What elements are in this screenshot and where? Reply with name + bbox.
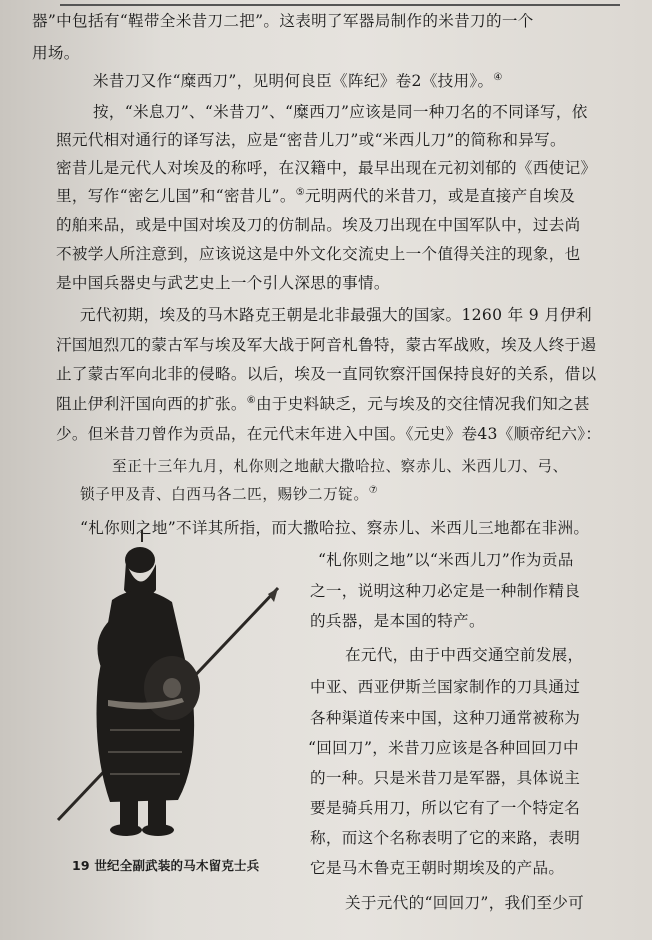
- body-line: 米昔刀又作“糜西刀”，见明何良臣《阵纪》卷2《技用》。④: [93, 71, 503, 90]
- body-line: 阻止伊利汗国向西的扩张。⑥由于史料缺乏，元与埃及的交往情况我们知之甚: [56, 394, 590, 413]
- body-line: 密昔儿是元代人对埃及的称呼，在汉籍中，最早出现在元初刘郁的《西使记》: [56, 159, 597, 177]
- body-line: 里，写作“密乞儿国”和“密昔儿”。⑤元明两代的米昔刀，或是直接产自埃及: [56, 186, 576, 205]
- body-line: 不被学人所注意到，应该说这是中外文化交流史上一个值得关注的现象，也: [56, 245, 581, 263]
- body-line: 各种渠道传来中国，这种刀通常被称为: [310, 709, 581, 727]
- body-line: 中亚、西亚伊斯兰国家制作的刀具通过: [310, 678, 581, 696]
- body-line: 器”中包括有“鞓带全米昔刀二把”。这表明了军器局制作的米昔刀的一个: [32, 12, 534, 30]
- block-quote-line: 锁子甲及青、白西马各二匹，赐钞二万锭。⑦: [80, 485, 379, 503]
- body-line: 称，而这个名称表明了它的来路，表明: [310, 829, 581, 847]
- body-line: 的兵器，是本国的特产。: [310, 612, 485, 630]
- footnote-marker: ⑦: [368, 485, 379, 497]
- body-line: 元代初期，埃及的马木路克王朝是北非最强大的国家。1260 年 9 月伊利: [80, 306, 592, 324]
- body-line: 少。但米昔刀曾作为贡品，在元代末年进入中国。《元史》卷43《顺帝纪六》：: [56, 425, 602, 443]
- footnote-marker: ⑥: [246, 394, 256, 406]
- body-line: 用场。: [32, 44, 80, 62]
- soldier-illustration: [50, 530, 290, 850]
- body-line: 之一，说明这种刀必定是一种制作精良: [310, 582, 581, 600]
- body-line: “札你则之地”不详其所指，而大撒哈拉、察赤儿、米西儿三地都在非洲。: [80, 519, 590, 537]
- body-line: 止了蒙古军向北非的侵略。以后，埃及一直同钦察汗国保持良好的关系，借以: [56, 365, 597, 383]
- header-rule: [60, 4, 620, 6]
- footnote-marker: ④: [493, 71, 503, 83]
- body-line: 按，“米息刀”、“米昔刀”、“糜西刀”应该是同一种刀名的不同译写，依: [93, 103, 588, 121]
- body-line: 照元代相对通行的译写法，应是“密昔儿刀”或“米西儿刀”的简称和异写。: [56, 131, 566, 149]
- body-line: 要是骑兵用刀，所以它有了一个特定名: [310, 799, 581, 817]
- body-line: 的一种。只是米昔刀是军器，具体说主: [310, 769, 581, 787]
- body-line: 的舶来品，或是中国对埃及刀的仿制品。埃及刀出现在中国军队中，过去尚: [56, 216, 581, 234]
- body-line: “札你则之地”以“米西儿刀”作为贡品: [318, 551, 574, 569]
- footnote-marker: ⑤: [295, 186, 305, 198]
- body-line: 汗国旭烈兀的蒙古军与埃及军大战于阿音札鲁特，蒙古军战败，埃及人终于遏: [56, 336, 597, 354]
- body-line: 关于元代的“回回刀”，我们至少可: [345, 894, 585, 912]
- body-line: 它是马木鲁克王朝时期埃及的产品。: [310, 859, 565, 877]
- body-line: 在元代，由于中西交通空前发展，: [345, 646, 584, 664]
- body-line: “回回刀”，米昔刀应该是各种回回刀中: [308, 739, 579, 757]
- figure-caption: 19 世纪全副武装的马木留克士兵: [72, 858, 260, 873]
- body-line: 是中国兵器史与武艺史上一个引人深思的事情。: [56, 274, 390, 292]
- block-quote-line: 至正十三年九月，札你则之地献大撒哈拉、察赤儿、米西儿刀、弓、: [112, 458, 568, 475]
